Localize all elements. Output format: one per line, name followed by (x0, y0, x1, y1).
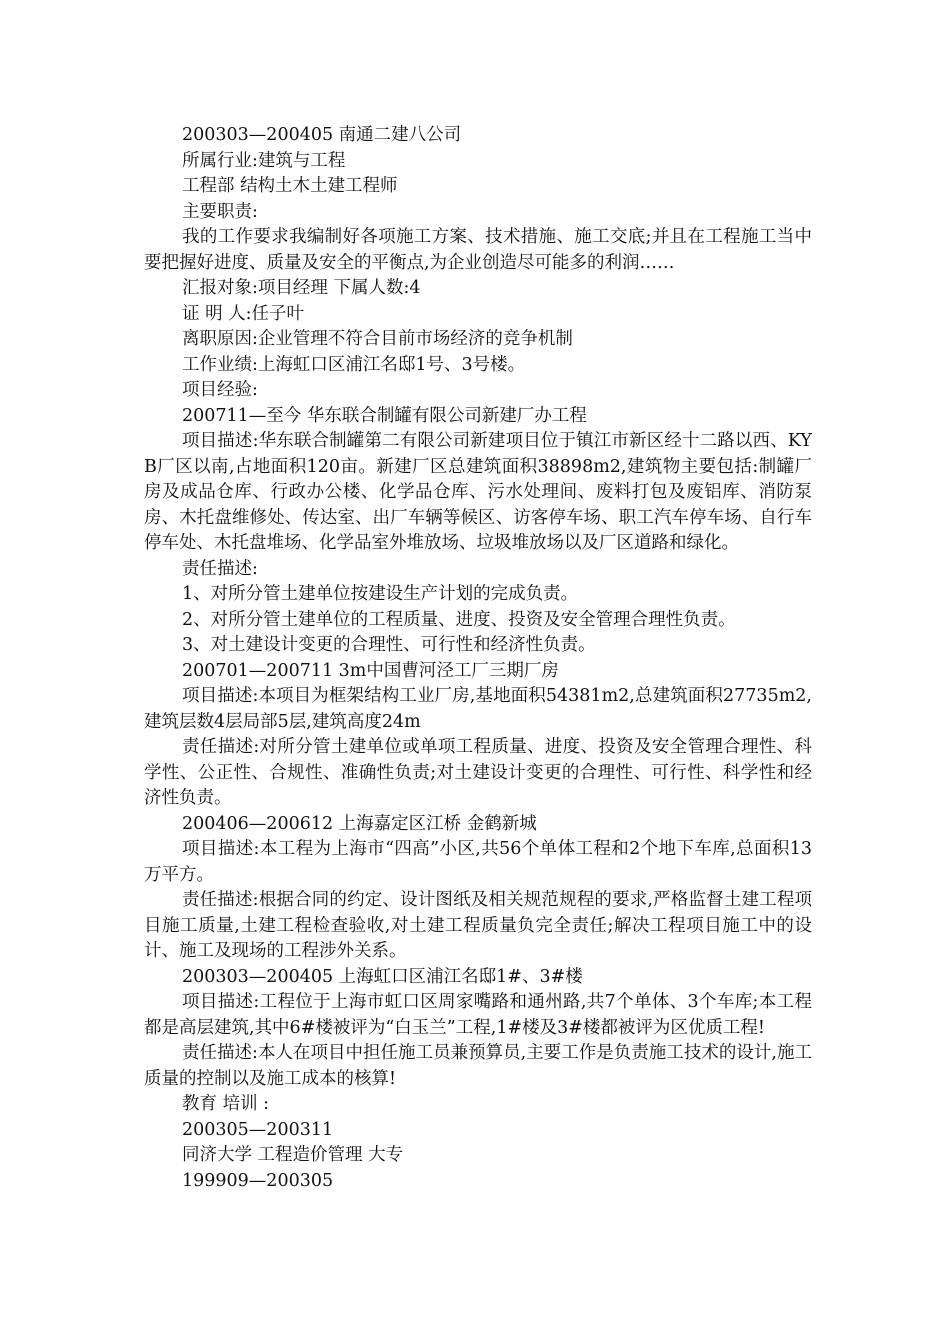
project1-responsibility-item: 2、对所分管土建单位的工程质量、进度、投资及安全管理合理性负责。 (182, 609, 736, 630)
reference-line: 证 明 人:任子叶 (182, 303, 305, 324)
project2-description: 项目描述:本项目为框架结构工业厂房,基地面积54381m2,总建筑面积27735m2,建筑层数4层局部5层,建筑高度24m (144, 686, 812, 732)
project3-description: 项目描述:本工程为上海市“四高”小区,共56个单体工程和2个地下车库,总面积13万平方。 (144, 839, 812, 885)
position-line: 工程部 结构土木土建工程师 (182, 176, 398, 196)
project1-description: 项目描述:华东联合制罐第二有限公司新建项目位于镇江市新区经十二路以西、KYB厂区以南,占地面积120亩。新建厂区总建筑面积38898m2,建筑物主要包括:制罐厂房及成品仓库、行政办公楼、化学品仓库、污水处理间、废料打包及废铝库、消防泵房、木托盘维修处、传达室、出厂车辆等候区、访客停车场、职工汽车停车场、自行车停车处、木托盘堆场、化学品室外堆放场、垃圾堆放场以及厂区道路和绿化。 (144, 431, 812, 553)
project1-responsibility-title: 责任描述: (182, 558, 258, 579)
duties-paragraph: 我的工作要求我编制好各项施工方案、技术措施、施工交底;并且在工程施工当中要把握好进度、质量及安全的平衡点,为企业创造尽可能多的利润…… (144, 227, 812, 273)
job-period-line: 200303—200405 南通二建八公司 (182, 125, 462, 145)
education-school: 同济大学 工程造价管理 大专 (182, 1145, 404, 1165)
project-experience-title: 项目经验: (182, 380, 258, 400)
resume-content (144, 123, 812, 1194)
project2-responsibility: 责任描述:对所分管土建单位或单项工程质量、进度、投资及安全管理合理性、科学性、公正性、合规性、准确性负责;对土建设计变更的合理性、可行性、科学性和经济性负责。 (144, 737, 812, 808)
project4-responsibility: 责任描述:本人在项目中担任施工员兼预算员,主要工作是负责施工技术的设计,施工质量的控制以及施工成本的核算! (144, 1043, 812, 1089)
project4-description: 项目描述:工程位于上海市虹口区周家嘴路和通州路,共7个单体、3个车库;本工程都是高层建筑,其中6#楼被评为“白玉兰”工程,1#楼及3#楼都被评为区优质工程! (144, 992, 812, 1038)
project3-responsibility: 责任描述:根据合同的约定、设计图纸及相关规范规程的要求,严格监督土建工程项目施工质量,土建工程检查验收,对土建工程质量负完全责任;解决工程项目施工中的设计、施工及现场的工程涉外关系。 (144, 890, 812, 961)
achievement-line: 工作业绩:上海虹口区浦江名邸1号、3号楼。 (182, 354, 526, 375)
industry-line: 所属行业:建筑与工程 (182, 150, 346, 171)
project1-responsibility-item: 1、对所分管土建单位按建设生产计划的完成负责。 (182, 584, 579, 604)
report-line: 汇报对象:项目经理 下属人数:4 (182, 278, 421, 298)
leave-reason-line: 离职原因:企业管理不符合目前市场经济的竞争机制 (182, 329, 573, 349)
education-period: 199909—200305 (182, 1170, 334, 1191)
education-period: 200305—200311 (182, 1119, 334, 1140)
duties-title: 主要职责: (182, 201, 258, 222)
project3-header: 200406—200612 上海嘉定区江桥 金鹤新城 (182, 813, 537, 834)
project1-header: 200711—至今 华东联合制罐有限公司新建厂办工程 (182, 405, 587, 426)
project1-responsibility-item: 3、对土建设计变更的合理性、可行性和经济性负责。 (182, 635, 596, 655)
project4-header: 200303—200405 上海虹口区浦江名邸1#、3#楼 (182, 966, 583, 987)
project2-header: 200701—200711 3m中国曹河泾工厂三期厂房 (182, 660, 559, 681)
education-title: 教育 培训 : (182, 1094, 270, 1114)
